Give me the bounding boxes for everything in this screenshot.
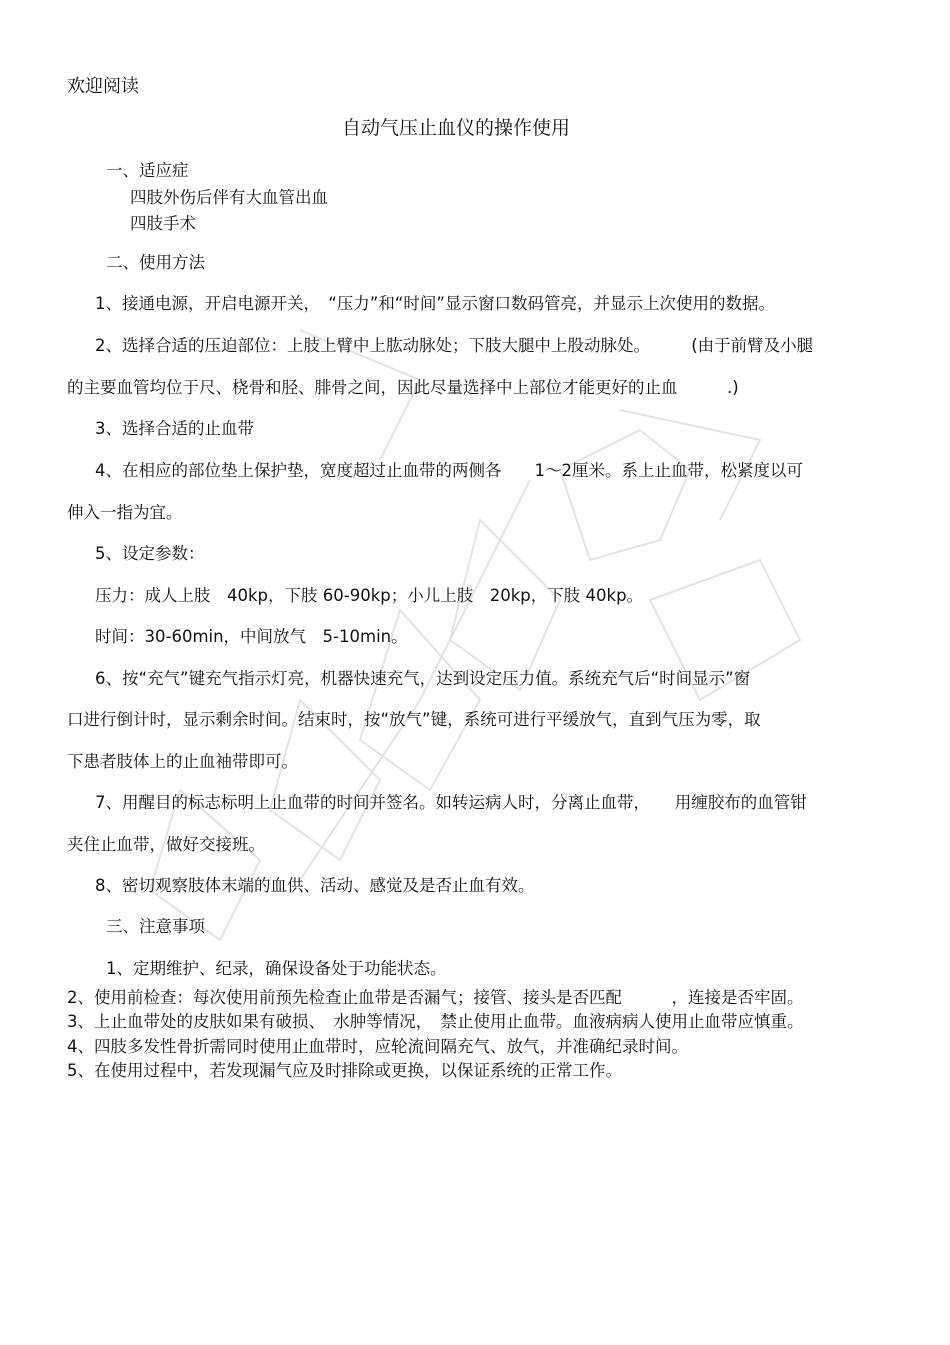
section2-line: 伸入一指为宜。 (67, 503, 183, 522)
section2-line: 2、选择合适的压迫部位：上肢上臂中上肱动脉处；下肢大腿中上股动脉处。 (由于前臂及小腿 (95, 336, 814, 355)
section2-line: 5、设定参数： (95, 544, 205, 563)
section2-line: 1、接通电源，开启电源开关， “压力”和“时间”显示窗口数码管亮，并显示上次使用的数据。 (95, 294, 775, 313)
section3-line: 1、定期维护、纪录，确保设备处于功能状态。 (106, 959, 447, 978)
section2-heading: 二、使用方法 (106, 253, 205, 272)
section2-line: 7、用醒目的标志标明上止血带的时间并签名。如转运病人时，分离止血带， 用缠胶布的血管钳 (95, 793, 807, 812)
section2-line: 4、在相应的部位垫上保护垫，宽度超过止血带的两侧各 1～2厘米。系上止血带，松紧度以可 (95, 461, 803, 480)
section2-line: 时间：30-60min，中间放气 5-10min。 (95, 627, 408, 646)
section2-line: 3、选择合适的止血带 (95, 419, 254, 438)
section3-line: 3、上止血带处的皮肤如果有破损、 水肿等情况， 禁止使用止血带。血液病病人使用止血带应慎重。 (67, 1012, 804, 1031)
section3-line: 4、四肢多发性骨折需同时使用止血带时，应轮流间隔充气、放气，并准确纪录时间。 (67, 1037, 688, 1056)
section2-line: 8、密切观察肢体末端的血供、活动、感觉及是否止血有效。 (95, 876, 535, 895)
welcome-text: 欢迎阅读 (67, 76, 139, 97)
section2-line: 6、按“充气”键充气指示灯亮，机器快速充气，达到设定压力值。系统充气后“时间显示”窗 (95, 669, 751, 688)
section1-item: 四肢外伤后伴有大血管出血 (130, 188, 328, 207)
section3-line: 5、在使用过程中，若发现漏气应及时排除或更换，以保证系统的正常工作。 (67, 1061, 622, 1080)
section2-line: 的主要血管均位于尺、桡骨和胫、腓骨之间，因此尽量选择中上部位才能更好的止血 .) (67, 378, 739, 397)
section2-line: 夹住止血带，做好交接班。 (67, 835, 265, 854)
section1-item: 四肢手术 (130, 214, 196, 233)
document-title: 自动气压止血仪的操作使用 (342, 117, 571, 139)
section1-heading: 一、适应症 (106, 161, 189, 180)
section3-line: 2、使用前检查：每次使用前预先检查止血带是否漏气；接管、接头是否匹配 ，连接是否牢固。 (67, 988, 804, 1007)
section2-line: 口进行倒计时，显示剩余时间。结束时，按“放气”键，系统可进行平缓放气，直到气压为零，取 (67, 710, 761, 729)
section2-line: 压力：成人上肢 40kp，下肢 60-90kp；小儿上肢 20kp，下肢 40kp。 (95, 586, 644, 605)
section3-heading: 三、注意事项 (106, 917, 205, 936)
section2-line: 下患者肢体上的止血袖带即可。 (67, 752, 298, 771)
